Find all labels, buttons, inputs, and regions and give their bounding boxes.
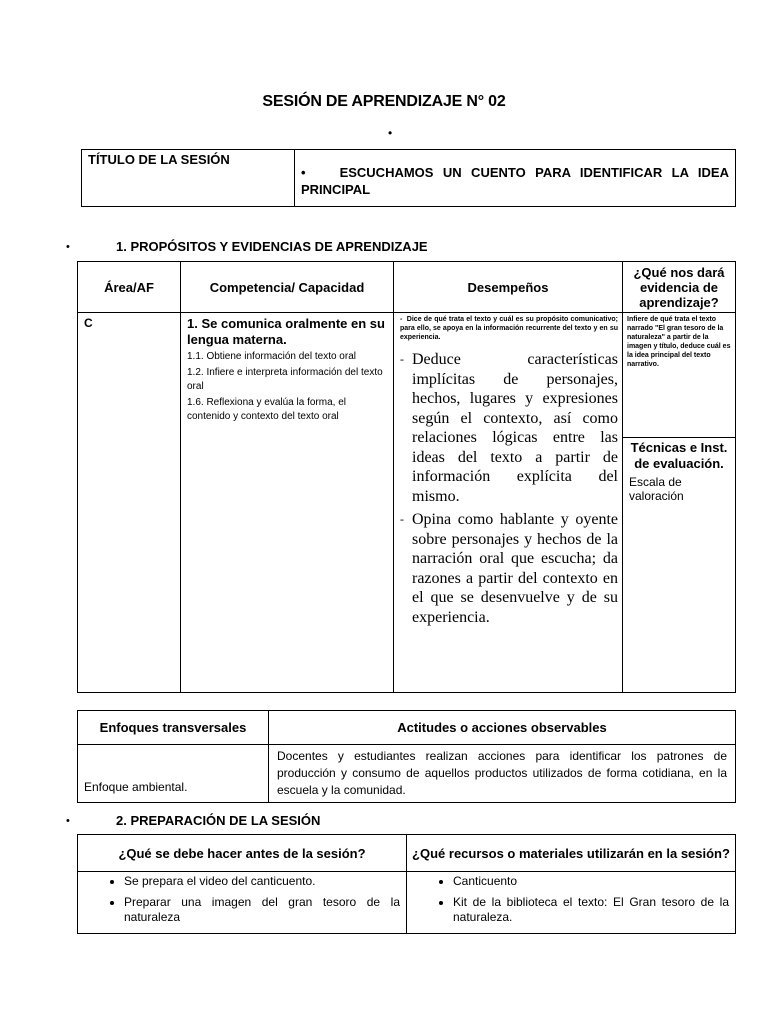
session-title-label: TÍTULO DE LA SESIÓN	[82, 150, 295, 207]
tecnicas-label: Técnicas e Inst. de evaluación.	[630, 440, 728, 471]
tecnicas-value: Escala de valoración	[629, 475, 684, 503]
section1-heading: 1. PROPÓSITOS Y EVIDENCIAS DE APRENDIZAJE	[116, 239, 428, 254]
list-item: • Kit de la biblioteca el texto: El Gran tesoro de la naturaleza.	[453, 895, 729, 925]
header-actitudes: Actitudes o acciones observables	[269, 711, 736, 745]
desempeno-small-text: Dice de qué trata el texto y cuál es su propósito comunicativo; para ello, se apoya en la información recurrente del texto y en su experiencia.	[400, 316, 618, 341]
title-bullet: •	[388, 126, 393, 140]
dash-marker: -	[400, 512, 404, 526]
dash-marker: -	[400, 316, 403, 323]
header-evidencia: ¿Qué nos dará evidencia de aprendizaje?	[623, 262, 736, 313]
evidencia-text: Infiere de qué trata el texto narrado "El gran tesoro de la naturaleza" a partir de la imagen y título, deduce cuál es la idea principal del texto narrativo.	[623, 313, 735, 438]
header-desempenos: Desempeños	[394, 262, 623, 313]
competencia-cell	[181, 313, 394, 693]
area-cell: C	[78, 313, 181, 693]
recursos-list	[413, 874, 729, 925]
session-title-value	[295, 150, 736, 207]
recursos-cell	[407, 872, 736, 934]
section2-bullet: •	[66, 815, 70, 827]
antes-cell	[78, 872, 407, 934]
section1-bullet: •	[66, 241, 70, 253]
desempeno-small	[400, 315, 618, 342]
session-title-table	[81, 149, 736, 207]
antes-list	[84, 874, 400, 925]
header-enfoques: Enfoques transversales	[78, 711, 269, 745]
list-item: • Canticuento	[453, 874, 729, 889]
header-area: Área/AF	[78, 262, 181, 313]
header-recursos: ¿Qué recursos o materiales utilizarán en la sesión?	[407, 835, 736, 872]
header-competencia: Competencia/ Capacidad	[181, 262, 394, 313]
desempenos-cell	[394, 313, 623, 693]
preparation-table	[77, 834, 736, 934]
desempeno-text: Deduce características implícitas de personajes, hechos, lugares y expresiones según el contexto, así como relaciones lógicas entre las ideas del texto a partir de información explícita del mismo.	[412, 351, 618, 505]
enfoques-table	[77, 710, 736, 803]
dash-marker: -	[400, 352, 404, 366]
session-bullet: •	[301, 165, 306, 180]
list-item: • Preparar una imagen del gran tesoro de la naturaleza	[124, 895, 400, 925]
desempeno-item	[400, 350, 618, 506]
evidencia-cell	[623, 313, 736, 693]
purposes-table	[77, 261, 736, 693]
section2-heading: 2. PREPARACIÓN DE LA SESIÓN	[116, 813, 321, 828]
enfoque-cell: Enfoque ambiental.	[78, 745, 269, 803]
capacidad-item: 1.1. Obtiene información del texto oral	[187, 351, 356, 362]
header-antes: ¿Qué se debe hacer antes de la sesión?	[78, 835, 407, 872]
list-item: • Se prepara el video del canticuento.	[124, 874, 400, 889]
capacidad-item: 1.2. Infiere e interpreta información del texto oral	[187, 367, 383, 392]
actitud-cell: Docentes y estudiantes realizan acciones para identificar los patrones de producción y consumo de aquellos productos utilizados de forma cotidiana, en la escuela y la comunidad.	[269, 745, 736, 803]
competencia-title: 1. Se comunica oralmente en su lengua materna.	[187, 316, 385, 347]
session-title-text: ESCUCHAMOS UN CUENTO PARA IDENTIFICAR LA IDEA PRINCIPAL	[301, 165, 729, 197]
capacidad-item: 1.6. Reflexiona y evalúa la forma, el contenido y contexto del texto oral	[187, 397, 346, 422]
desempeno-item	[400, 510, 618, 627]
desempeno-text: Opina como hablante y oyente sobre personajes y hechos de la narración oral que escucha; da razones a partir del contexto en el que se desenvuelve y de su experiencia.	[412, 511, 618, 626]
page-title: SESIÓN DE APRENDIZAJE N° 02	[262, 93, 506, 110]
